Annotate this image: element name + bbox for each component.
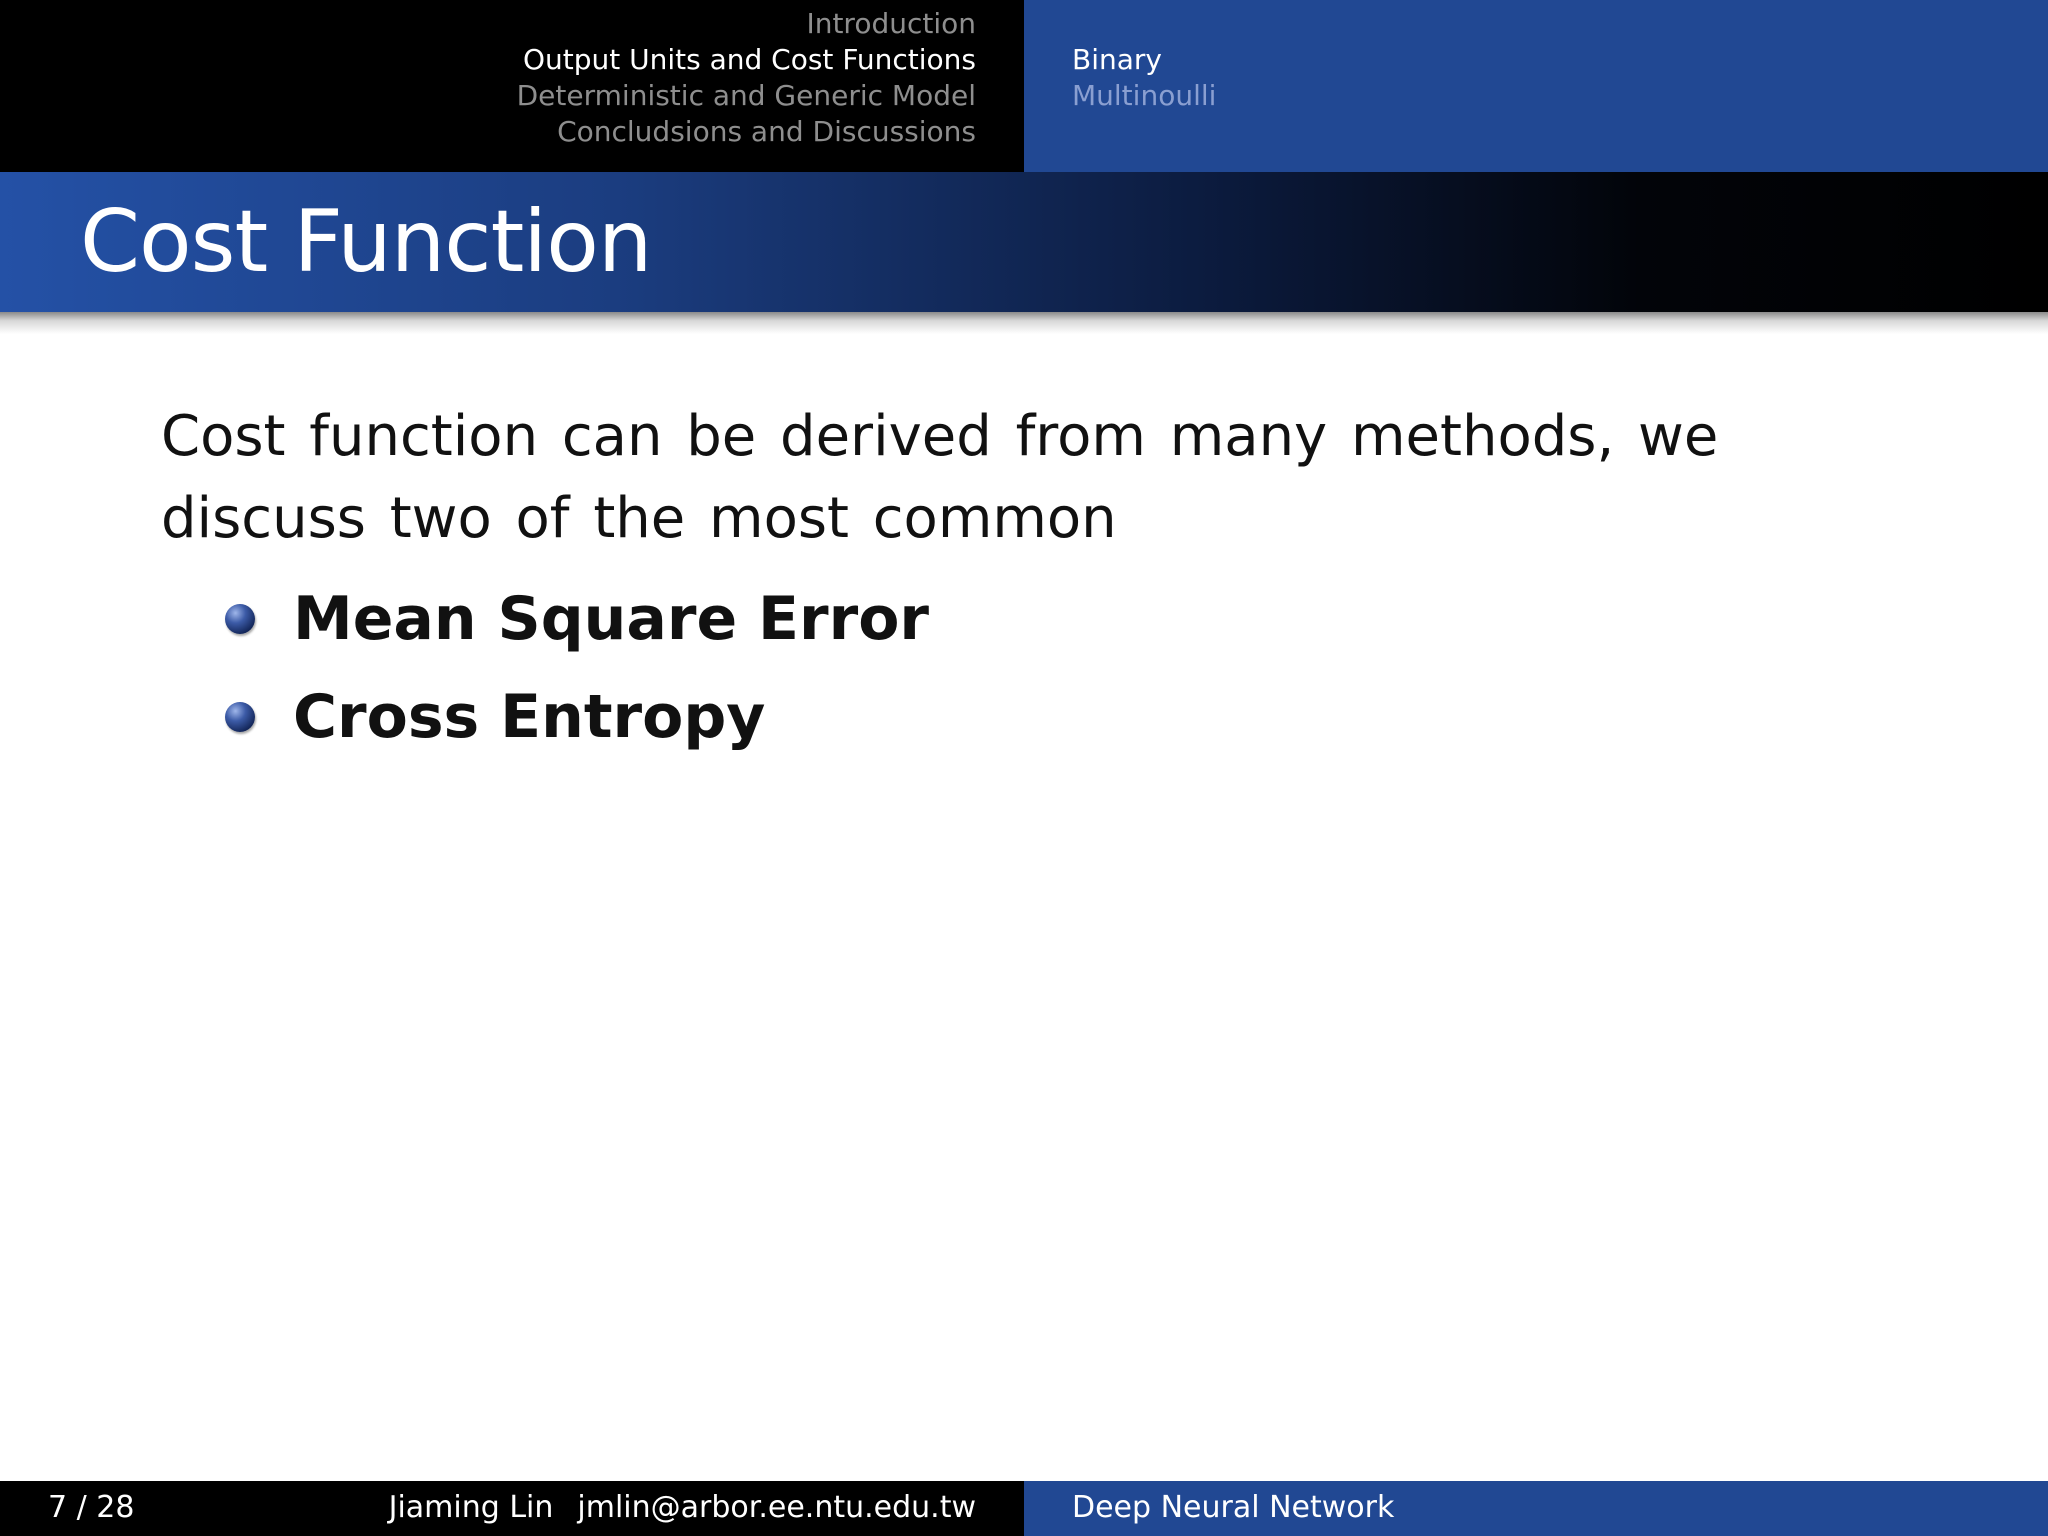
footer-author [389,1488,976,1528]
bullet-list [225,570,929,766]
intro-paragraph: Cost function can be derived from many methods, we discuss two of the most common [161,404,1719,551]
page-number: 7 / 28 [48,1490,135,1525]
bullet-ball-icon [225,702,255,732]
header-subsection-nav [1024,0,2048,172]
list-item [225,570,929,668]
nav-subsection-binary[interactable]: Binary [1072,43,1162,76]
author-name: Jiaming Lin [388,1490,554,1525]
frame-title: Cost Function [80,192,652,292]
title-bar-shadow [0,312,2048,334]
header-section-nav [0,0,1024,172]
nav-section-output-units[interactable]: Output Units and Cost Functions [522,43,976,76]
nav-subsection-multinoulli[interactable]: Multinoulli [1072,79,1217,112]
list-item [225,668,929,766]
author-email: jmlin@arbor.ee.ntu.edu.tw [577,1490,976,1525]
bullet-label-mean-square-error: Mean Square Error [293,584,930,654]
bullet-label-cross-entropy: Cross Entropy [293,682,766,752]
footer-talk-title: Deep Neural Network [1072,1490,1395,1525]
bullet-ball-icon [225,604,255,634]
nav-section-deterministic-model[interactable]: Deterministic and Generic Model [516,79,976,112]
nav-section-introduction[interactable]: Introduction [806,7,976,40]
nav-section-conclusions[interactable]: Concludsions and Discussions [557,115,976,148]
